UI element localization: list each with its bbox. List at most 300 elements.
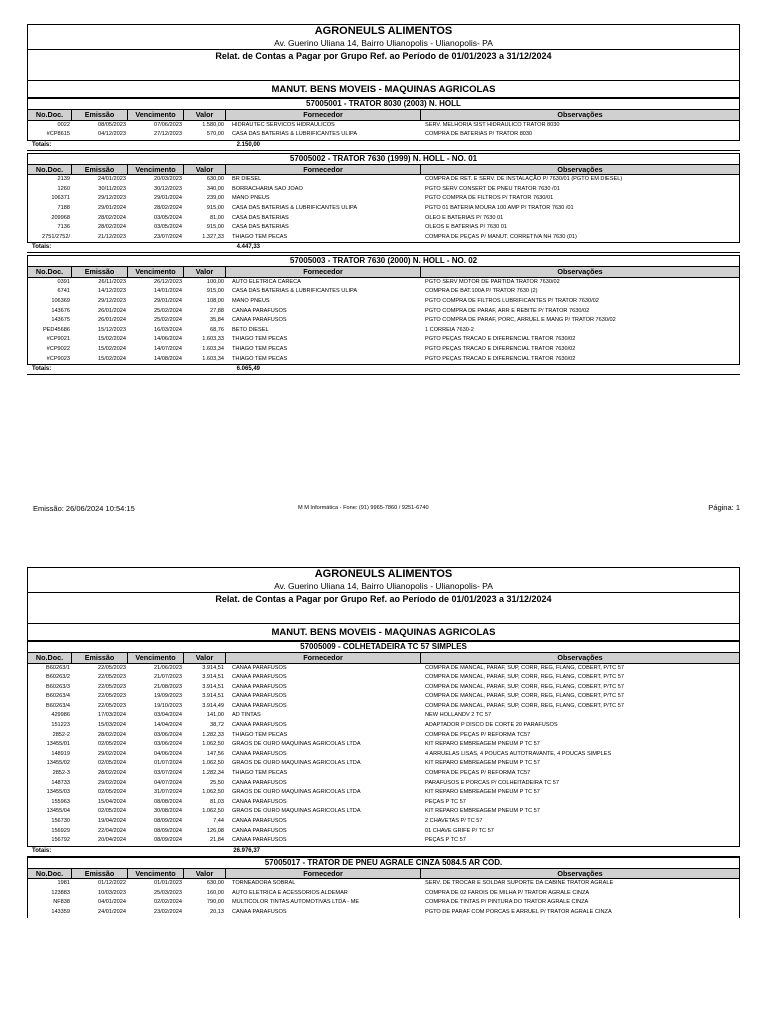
page-number: Página: 1 xyxy=(708,503,740,512)
row-emissao: 21/12/2023 xyxy=(98,233,126,240)
row-doc: PED45686 xyxy=(42,326,70,333)
row-emissao: 04/12/2023 xyxy=(98,131,126,138)
row-doc: 148733 xyxy=(51,779,70,786)
row-observacoes: 4 ARRUELAS LISAS, 4 POUCAS AUTOTRAVANTE, 4 POUCAS SIMPLES xyxy=(425,750,612,757)
table-row xyxy=(28,130,739,140)
row-valor: 915,00 xyxy=(206,224,224,231)
row-valor: 1.062,50 xyxy=(202,789,224,796)
table-row xyxy=(28,898,739,908)
totals-value: 4.447,33 xyxy=(236,244,260,251)
row-valor: 790,00 xyxy=(206,899,224,906)
section xyxy=(27,255,740,375)
row-observacoes: COMPRA DE PEÇAS P/ MANUT. CORRETIVA NH 7630 (01) xyxy=(425,233,577,240)
row-doc: 156730 xyxy=(51,818,70,824)
totals-label: Totais: xyxy=(32,366,52,373)
row-emissao: 29/02/2024 xyxy=(98,750,126,757)
col-fornecedor: Fornecedor xyxy=(226,165,421,175)
row-doc: 156792 xyxy=(51,837,70,844)
row-valor: 81,00 xyxy=(210,214,224,221)
row-fornecedor: CASA DAS BATERIAS xyxy=(232,214,289,221)
row-observacoes: PGTO PEÇAS TRACAO E DIFERENCIAL TRATOR 7630/02 xyxy=(425,355,576,362)
row-doc: B60263/4 xyxy=(46,693,70,700)
row-emissao: 22/05/2023 xyxy=(98,683,126,690)
header-spacer xyxy=(28,607,739,623)
row-doc: 13455/01 xyxy=(46,741,70,748)
row-emissao: 29/12/2023 xyxy=(98,298,126,305)
section-title: 57005001 - TRATOR 8030 (2003) N. HOLL xyxy=(27,98,740,110)
row-vencimento: 08/09/2024 xyxy=(154,827,182,834)
row-observacoes: COMPRA DE 02 FAROIS DE MILHA P/ TRATOR AGRALE CINZA xyxy=(425,889,590,896)
table-row xyxy=(28,759,739,769)
totals-value: 2.150,00 xyxy=(236,141,260,148)
column-header-row xyxy=(27,869,740,880)
col-doc: No.Doc. xyxy=(28,653,72,663)
page-footer xyxy=(27,503,740,515)
row-vencimento: 14/01/2024 xyxy=(154,288,182,295)
row-doc: 13455/03 xyxy=(46,789,70,796)
row-doc: 1260 xyxy=(57,185,70,192)
row-emissao: 02/05/2024 xyxy=(98,808,126,815)
row-valor: 630,00 xyxy=(206,880,224,887)
row-observacoes: SERV. DE TROCAR E SOLDAR SUPORTE DA CABINE TRATOR AGRALE xyxy=(425,880,614,887)
col-doc: No.Doc. xyxy=(28,165,72,175)
row-observacoes: COMPRA DE PEÇAS P/ REFORMA TC57 xyxy=(425,770,531,777)
row-emissao: 04/01/2024 xyxy=(98,899,126,906)
row-fornecedor: GRAOS DE OURO MAQUINAS AGRICOLAS LTDA xyxy=(232,760,361,767)
row-fornecedor: CANAA PARAFUSOS xyxy=(232,827,287,834)
col-valor: Valor xyxy=(184,110,226,120)
row-valor: 1.062,50 xyxy=(202,808,224,815)
row-observacoes: PEÇAS P TC 57 xyxy=(425,837,466,844)
row-valor: 340,00 xyxy=(206,185,224,192)
table-row xyxy=(28,664,739,674)
row-doc: 0391 xyxy=(57,278,70,285)
row-emissao: 28/02/2024 xyxy=(98,214,126,221)
header-spacer xyxy=(28,64,739,80)
table-row xyxy=(28,121,739,131)
row-emissao: 20/04/2024 xyxy=(98,837,126,844)
row-valor: 147,56 xyxy=(206,750,224,757)
row-observacoes: PGTO SERV MOTOR DE PARTIDA TRATOR 7630/02 xyxy=(425,278,560,285)
row-fornecedor: CASA DAS BATERIAS & LUBRIFICANTES ULIPA xyxy=(232,288,358,295)
row-doc: 143675 xyxy=(51,317,70,324)
row-fornecedor: CANAA PARAFUSOS xyxy=(232,818,287,824)
row-fornecedor: CASA DAS BATERIAS & LUBRIFICANTES ULIPA xyxy=(232,204,358,211)
table-row xyxy=(28,817,739,827)
row-valor: 160,00 xyxy=(206,889,224,896)
row-emissao: 29/02/2024 xyxy=(98,779,126,786)
rows xyxy=(27,278,740,364)
row-emissao: 24/01/2024 xyxy=(98,909,126,916)
report-header xyxy=(27,24,740,98)
totals-value: 26.976,37 xyxy=(233,847,260,854)
col-emissao: Emissão xyxy=(72,653,128,663)
row-vencimento: 28/02/2024 xyxy=(154,204,182,211)
row-fornecedor: CANAA PARAFUSOS xyxy=(232,674,287,681)
company-address: Av. Guerino Uliana 14, Bairro Ulianopolis - Ulianopolis- PA xyxy=(274,38,493,48)
col-doc: No.Doc. xyxy=(28,869,72,879)
row-valor: 1.580,00 xyxy=(202,121,224,128)
row-doc: #CP8615 xyxy=(46,131,70,138)
row-observacoes: PGTO PEÇAS TRACAO E DIFERENCIAL TRATOR 7630/02 xyxy=(425,346,576,352)
row-observacoes: PGTO SERV CONSERT DE PNEU TRATOR 7630 /01 xyxy=(425,185,560,192)
table-row xyxy=(28,185,739,195)
col-fornecedor: Fornecedor xyxy=(226,267,421,277)
table-row xyxy=(28,731,739,741)
row-fornecedor: CANAA PARAFUSOS xyxy=(232,837,287,844)
row-fornecedor: THIAGO TEM PECAS xyxy=(232,233,288,240)
row-observacoes: KIT REPARO EMBREAGEM PNEUM P TC 57 xyxy=(425,760,540,767)
row-valor: 100,00 xyxy=(206,278,224,285)
row-doc: 2852-3 xyxy=(52,770,70,777)
row-observacoes: ADAPTADOR P DISCO DE CORTE 20 PARAFUSOS xyxy=(425,722,558,729)
row-observacoes: SERV. MELHORIA SIST HIDRAULICO TRATOR 8030 xyxy=(425,121,560,128)
row-emissao: 15/02/2024 xyxy=(98,336,126,343)
row-fornecedor: CANAA PARAFUSOS xyxy=(232,798,287,805)
row-doc: 13455/02 xyxy=(46,760,70,767)
row-emissao: 15/12/2023 xyxy=(98,326,126,333)
row-fornecedor: CANAA PARAFUSOS xyxy=(232,722,287,729)
row-valor: 108,00 xyxy=(206,298,224,305)
totals-value: 6.065,49 xyxy=(236,366,260,373)
row-valor: 1.062,50 xyxy=(202,741,224,748)
col-vencimento: Vencimento xyxy=(128,110,184,120)
row-vencimento: 03/06/2024 xyxy=(154,741,182,748)
row-doc: 7188 xyxy=(57,204,70,211)
col-observacoes: Observações xyxy=(557,267,603,277)
row-fornecedor: BR DIESEL xyxy=(232,176,262,183)
table-row xyxy=(28,278,739,288)
col-vencimento: Vencimento xyxy=(128,165,184,175)
table-row xyxy=(28,194,739,204)
row-vencimento: 25/02/2024 xyxy=(154,317,182,324)
row-vencimento: 31/07/2024 xyxy=(154,789,182,796)
row-doc: 106369 xyxy=(51,298,70,305)
col-emissao: Emissão xyxy=(72,110,128,120)
row-vencimento: 14/06/2024 xyxy=(154,336,182,343)
section-title: 57005003 - TRATOR 7630 (2000) N. HOLL - NO. 02 xyxy=(27,255,740,267)
row-observacoes: 01 CHAVE GRIFE P/ TC 57 xyxy=(425,827,494,834)
row-doc: B60263/4 xyxy=(46,702,70,709)
row-vencimento: 30/12/2023 xyxy=(154,185,182,192)
row-emissao: 29/12/2023 xyxy=(98,195,126,202)
table-row xyxy=(28,889,739,899)
row-vencimento: 16/03/2024 xyxy=(154,326,182,333)
col-observacoes: Observações xyxy=(557,164,603,174)
table-row xyxy=(28,779,739,789)
row-valor: 570,00 xyxy=(206,131,224,138)
row-doc: 2852-2 xyxy=(52,731,70,738)
row-vencimento: 25/02/2024 xyxy=(154,307,182,314)
row-fornecedor: CANAA PARAFUSOS xyxy=(232,307,287,314)
table-row xyxy=(28,827,739,837)
company-address: Av. Guerino Uliana 14, Bairro Ulianopolis - Ulianopolis- PA xyxy=(274,581,493,591)
row-observacoes: COMPRA DE RET. E SERV. DE INSTALAÇÃO P/ 7630/01 (PGTO EM DIESEL) xyxy=(425,176,623,183)
row-valor: 3.914,51 xyxy=(202,693,224,700)
table-row xyxy=(28,788,739,798)
row-emissao: 15/04/2024 xyxy=(98,798,126,805)
col-emissao: Emissão xyxy=(72,869,128,879)
row-vencimento: 29/01/2024 xyxy=(154,298,182,305)
row-vencimento: 30/08/2024 xyxy=(154,808,182,815)
row-doc: #CP9022 xyxy=(46,346,70,352)
report-title: Relat. de Contas a Pagar por Grupo Ref. ao Período de 01/01/2023 a 31/12/2024 xyxy=(28,592,739,607)
row-vencimento: 23/07/2024 xyxy=(154,233,182,240)
row-valor: 1.603,33 xyxy=(202,336,224,343)
col-vencimento: Vencimento xyxy=(128,653,184,663)
totals-row xyxy=(27,140,740,151)
table-row xyxy=(28,702,739,712)
row-observacoes: COMPRA DE MANCAL, PARAF, SUP, CORR, REG, FLANG, COBERT, P/TC 57 xyxy=(425,683,624,690)
row-doc: 106371 xyxy=(51,195,70,202)
row-emissao: 26/01/2024 xyxy=(98,307,126,314)
section xyxy=(27,641,740,857)
software-credit: M M Informática - Fone: (91) 9965-7860 / 9251-6740 xyxy=(298,505,429,511)
column-header-row xyxy=(27,165,740,176)
table-row xyxy=(28,335,739,345)
column-header-row xyxy=(27,110,740,121)
row-doc: #CP9021 xyxy=(46,336,70,343)
col-valor: Valor xyxy=(184,267,226,277)
row-valor: 1.603,34 xyxy=(202,355,224,362)
section-title: 57005017 - TRATOR DE PNEU AGRALE CINZA 5084.5 AR COD. xyxy=(27,857,740,869)
table-row xyxy=(28,836,739,846)
row-emissao: 28/02/2024 xyxy=(98,224,126,231)
row-vencimento: 21/07/2023 xyxy=(154,674,182,681)
totals-label: Totais: xyxy=(32,141,52,148)
report-page-1 xyxy=(27,24,740,375)
report-header xyxy=(27,567,740,641)
table-row xyxy=(28,908,739,918)
table-row xyxy=(28,345,739,355)
col-observacoes: Observações xyxy=(557,110,603,119)
emission-timestamp: Emissão: 26/06/2024 10:54:15 xyxy=(33,504,135,513)
row-fornecedor: AUTO ELETRICA CARECA xyxy=(232,278,301,285)
row-fornecedor: THIAGO TEM PECAS xyxy=(232,355,288,362)
row-vencimento: 01/07/2024 xyxy=(154,760,182,767)
row-doc: 143359 xyxy=(51,909,70,916)
col-emissao: Emissão xyxy=(72,267,128,277)
row-fornecedor: THIAGO TEM PECAS xyxy=(232,731,288,738)
row-emissao: 15/02/2024 xyxy=(98,346,126,352)
row-vencimento: 08/08/2024 xyxy=(154,798,182,805)
rows xyxy=(27,175,740,242)
row-valor: 141,00 xyxy=(206,712,224,719)
row-emissao: 29/01/2024 xyxy=(98,204,126,211)
col-emissao: Emissão xyxy=(72,165,128,175)
totals-row xyxy=(27,364,740,375)
row-fornecedor: AUTO ELETRICA E ACESSORIOS ALDEMAR xyxy=(232,889,348,896)
row-doc: 0022 xyxy=(57,121,70,128)
row-vencimento: 14/04/2024 xyxy=(154,722,182,729)
row-fornecedor: THIAGO TEM PECAS xyxy=(232,336,288,343)
section-title: 57005002 - TRATOR 7630 (1999) N. HOLL - NO. 01 xyxy=(27,153,740,165)
table-row xyxy=(28,316,739,326)
row-emissao: 26/01/2024 xyxy=(98,317,126,324)
row-vencimento: 23/02/2024 xyxy=(154,909,182,916)
row-observacoes: PARAFUSOS E PORCAS P/ COLHEITADEIRA TC 57 xyxy=(425,779,559,786)
row-valor: 7,44 xyxy=(213,818,224,824)
row-valor: 1.282,33 xyxy=(202,731,224,738)
table-row xyxy=(28,683,739,693)
company-name: AGRONEULS ALIMENTOS xyxy=(314,25,453,37)
table-row xyxy=(28,326,739,336)
row-observacoes: PGTO PEÇAS TRACAO E DIFERENCIAL TRATOR 7630/02 xyxy=(425,336,576,343)
row-fornecedor: BORRACHARIA SAO JOAO xyxy=(232,185,303,192)
row-observacoes: PGTO COMPRA DE FILTROS LUBRIFICANTES P/ TRATOR 7630/02 xyxy=(425,298,599,305)
section xyxy=(27,98,740,151)
row-vencimento: 03/07/2024 xyxy=(154,770,182,777)
col-valor: Valor xyxy=(184,165,226,175)
row-valor: 3.914,51 xyxy=(202,674,224,681)
row-valor: 3.914,51 xyxy=(202,683,224,690)
col-doc: No.Doc. xyxy=(28,267,72,277)
table-row xyxy=(28,740,739,750)
row-doc: B60263/3 xyxy=(46,683,70,690)
row-vencimento: 03/06/2024 xyxy=(154,731,182,738)
row-fornecedor: CANAA PARAFUSOS xyxy=(232,909,287,916)
row-vencimento: 03/04/2024 xyxy=(154,712,182,719)
row-valor: 21,84 xyxy=(210,837,224,844)
col-fornecedor: Fornecedor xyxy=(226,869,421,879)
row-vencimento: 14/07/2024 xyxy=(154,346,182,352)
row-fornecedor: MULTICOLOR TINTAS AUTOMOTIVAS LTDA - ME xyxy=(232,899,360,906)
section xyxy=(27,857,740,918)
group-title: MANUT. BENS MOVEIS - MAQUINAS AGRICOLAS xyxy=(28,80,739,97)
row-observacoes: 1 CORREIA 7630-2 xyxy=(425,326,474,333)
totals-row xyxy=(27,242,740,253)
col-doc: No.Doc. xyxy=(28,110,72,120)
row-valor: 81,03 xyxy=(210,798,224,805)
group-title: MANUT. BENS MOVEIS - MAQUINAS AGRICOLAS xyxy=(28,623,739,640)
row-doc: 123883 xyxy=(51,889,70,896)
row-fornecedor: THIAGO TEM PECAS xyxy=(232,346,288,352)
col-fornecedor: Fornecedor xyxy=(226,110,421,120)
table-row xyxy=(28,721,739,731)
report-title: Relat. de Contas a Pagar por Grupo Ref. ao Período de 01/01/2023 a 31/12/2024 xyxy=(28,49,739,64)
row-vencimento: 04/07/2024 xyxy=(154,779,182,786)
col-observacoes: Observações xyxy=(557,868,603,878)
row-observacoes: KIT REPARO EMBREAGEM PNEUM P TC 57 xyxy=(425,808,540,815)
row-fornecedor: CANAA PARAFUSOS xyxy=(232,750,287,757)
row-vencimento: 03/05/2024 xyxy=(154,224,182,231)
row-emissao: 02/05/2024 xyxy=(98,741,126,748)
row-emissao: 17/03/2024 xyxy=(98,712,126,719)
row-valor: 25,50 xyxy=(210,779,224,786)
row-emissao: 01/12/2022 xyxy=(98,880,126,887)
row-valor: 27,88 xyxy=(210,307,224,314)
row-valor: 35,84 xyxy=(210,317,224,324)
row-fornecedor: CASA DAS BATERIAS xyxy=(232,224,289,231)
table-row xyxy=(28,673,739,683)
row-vencimento: 26/12/2023 xyxy=(154,278,182,285)
row-fornecedor: CANAA PARAFUSOS xyxy=(232,683,287,690)
row-doc: 6741 xyxy=(57,288,70,295)
row-valor: 38,72 xyxy=(210,722,224,729)
row-emissao: 22/04/2024 xyxy=(98,827,126,834)
row-fornecedor: HIDRAUTEC SERVICOS HIDRAULICOS xyxy=(232,121,335,128)
table-row xyxy=(28,769,739,779)
table-row xyxy=(28,355,739,365)
row-emissao: 14/12/2023 xyxy=(98,288,126,295)
table-row xyxy=(28,223,739,233)
section xyxy=(27,153,740,254)
rows xyxy=(27,879,740,917)
row-emissao: 24/01/2023 xyxy=(98,176,126,183)
row-valor: 68,76 xyxy=(210,326,224,333)
row-fornecedor: GRAOS DE OURO MAQUINAS AGRICOLAS LTDA xyxy=(232,808,361,815)
row-fornecedor: MANO PNEUS xyxy=(232,298,270,305)
row-emissao: 22/05/2023 xyxy=(98,664,126,671)
row-fornecedor: CANAA PARAFUSOS xyxy=(232,693,287,700)
totals-row xyxy=(27,846,740,857)
row-vencimento: 27/12/2023 xyxy=(154,131,182,138)
rows xyxy=(27,664,740,846)
row-valor: 1.282,34 xyxy=(202,770,224,777)
row-valor: 3.914,49 xyxy=(202,702,224,709)
row-observacoes: KIT REPARO EMBREAGEM PNEUM P TC 57 xyxy=(425,789,540,796)
row-emissao: 10/03/2023 xyxy=(98,889,126,896)
row-emissao: 02/05/2024 xyxy=(98,789,126,796)
row-emissao: 28/02/2024 xyxy=(98,770,126,777)
row-observacoes: OLEO E BATERIAS P/ 7630 01 xyxy=(425,214,504,221)
row-vencimento: 25/03/2023 xyxy=(154,889,182,896)
row-valor: 126,08 xyxy=(206,827,224,834)
row-observacoes: PGTO 01 BATERIA MOURA 100 AMP P/ TRATOR 7630 /01 xyxy=(425,204,574,211)
table-row xyxy=(28,798,739,808)
row-doc: B60263/2 xyxy=(46,674,70,681)
row-emissao: 28/02/2024 xyxy=(98,731,126,738)
row-doc: 2139 xyxy=(57,176,70,183)
row-doc: B60263/1 xyxy=(46,664,70,671)
row-doc: #CP9023 xyxy=(46,355,70,362)
row-emissao: 30/11/2023 xyxy=(98,185,126,192)
row-vencimento: 20/03/2023 xyxy=(154,176,182,183)
row-observacoes: PGTO COMPRA DE PARAF, ARR E REBITE P/ TRATOR 7630/02 xyxy=(425,307,590,314)
row-observacoes: COMPRA DE MANCAL, PARAF, SUP, CORR, REG, FLANG, COBERT, P/TC 57 xyxy=(425,702,624,709)
row-emissao: 15/02/2024 xyxy=(98,355,126,362)
row-doc: NF838 xyxy=(53,899,70,906)
row-observacoes: NEW HOLLANDV 2 TC 57 xyxy=(425,712,492,719)
row-doc: 13455/04 xyxy=(46,808,70,815)
row-observacoes: PGTO COMPRA DE FILTROS P/ TRATOR 7630/01 xyxy=(425,195,554,202)
row-valor: 239,00 xyxy=(206,195,224,202)
row-observacoes: COMPRA DE MANCAL, PARAF, SUP, CORR, REG, FLANG, COBERT, P/TC 57 xyxy=(425,693,624,700)
col-fornecedor: Fornecedor xyxy=(226,653,421,663)
table-row xyxy=(28,214,739,224)
row-fornecedor: TORNEADORA SOBRAL xyxy=(232,880,296,887)
row-vencimento: 29/01/2024 xyxy=(154,195,182,202)
report-page-2 xyxy=(27,567,740,918)
row-emissao: 22/05/2023 xyxy=(98,693,126,700)
row-observacoes: COMPRA DE BATERIAS P/ TRATOR 8030 xyxy=(425,131,533,138)
row-fornecedor: AD TINTAS xyxy=(232,712,261,719)
table-row xyxy=(28,807,739,817)
totals-label: Totais: xyxy=(32,847,52,854)
row-fornecedor: GRAOS DE OURO MAQUINAS AGRICOLAS LTDA xyxy=(232,741,361,748)
row-doc: 209968 xyxy=(51,214,70,221)
row-emissao: 22/05/2023 xyxy=(98,674,126,681)
row-fornecedor: CANAA PARAFUSOS xyxy=(232,702,287,709)
row-doc: 155963 xyxy=(51,798,70,805)
row-doc: 1981 xyxy=(57,880,70,887)
row-fornecedor: GRAOS DE OURO MAQUINAS AGRICOLAS LTDA xyxy=(232,789,361,796)
table-row xyxy=(28,233,739,243)
row-fornecedor: CANAA PARAFUSOS xyxy=(232,779,287,786)
row-doc: 156929 xyxy=(51,827,70,834)
row-vencimento: 04/06/2024 xyxy=(154,750,182,757)
table-row xyxy=(28,692,739,702)
